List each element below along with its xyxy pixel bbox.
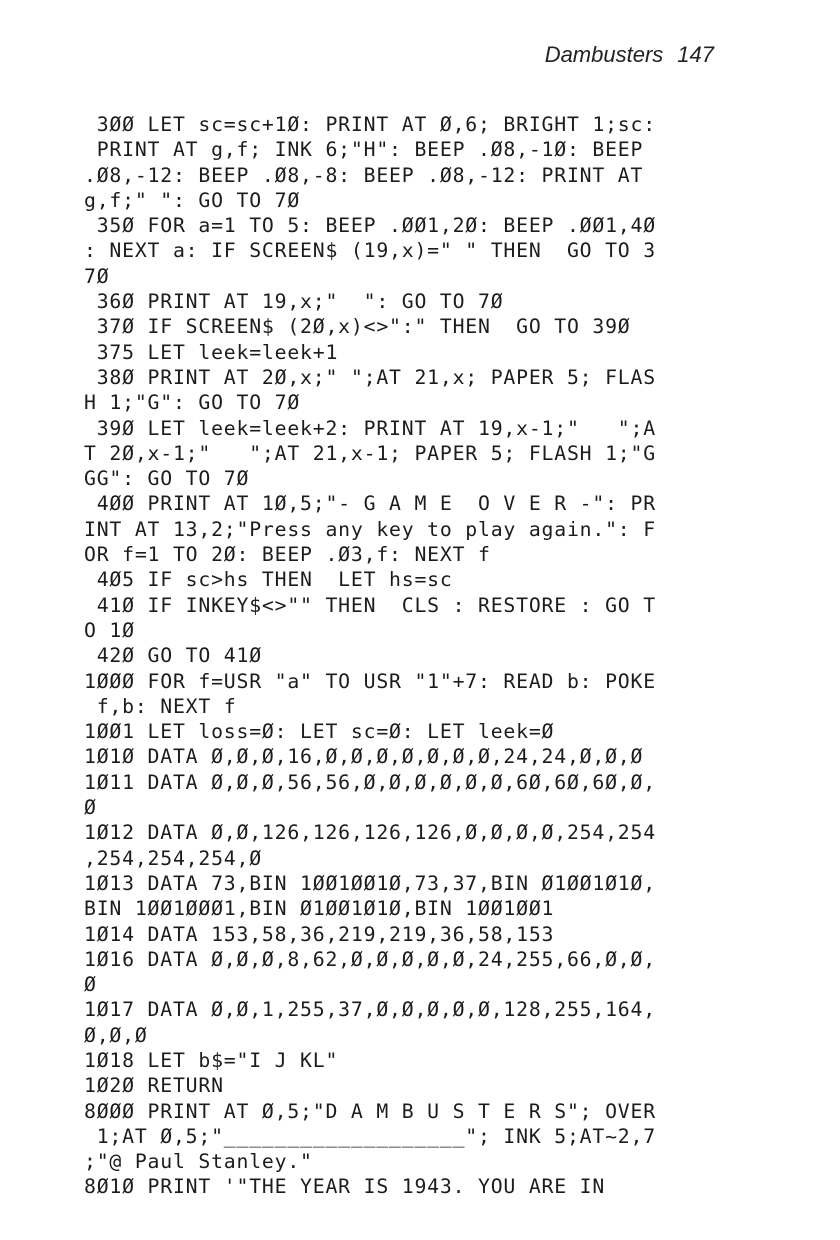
code-line: 1ØØØ FOR f=USR "a" TO USR "1"+7: READ b: POKE (84, 669, 656, 693)
code-line: Ø,Ø,Ø (84, 1023, 148, 1047)
code-line: : NEXT a: IF SCREEN$ (19,x)=" " THEN GO TO 3 (84, 239, 656, 263)
code-line: OR f=1 TO 2Ø: BEEP .Ø3,f: NEXT f (84, 543, 491, 567)
code-line: 41Ø IF INKEY$<>"" THEN CLS : RESTORE : GO T (84, 593, 656, 617)
code-line: 1Ø1Ø DATA Ø,Ø,Ø,16,Ø,Ø,Ø,Ø,Ø,Ø,Ø,24,24,Ø,Ø,Ø (84, 745, 644, 769)
book-section-title: Dambusters (544, 42, 664, 67)
code-line: 1;AT Ø,5;"___________________"; INK 5;AT~2,7 (84, 1124, 656, 1148)
code-line: 7Ø (84, 264, 110, 288)
code-line: 1Ø11 DATA Ø,Ø,Ø,56,56,Ø,Ø,Ø,Ø,Ø,Ø,6Ø,6Ø,6Ø,Ø, (84, 770, 656, 794)
code-line: 8ØØØ PRINT AT Ø,5;"D A M B U S T E R S"; OVER (84, 1099, 656, 1123)
code-line: 3ØØ LET sc=sc+1Ø: PRINT AT Ø,6; BRIGHT 1;sc: (84, 113, 656, 136)
code-line: 4Ø5 IF sc>hs THEN LET hs=sc (84, 568, 453, 592)
code-line: 37Ø IF SCREEN$ (2Ø,x)<>":" THEN GO TO 39Ø (84, 315, 631, 339)
code-line: 1Ø2Ø RETURN (84, 1074, 224, 1098)
code-line: GG": GO TO 7Ø (84, 467, 250, 491)
code-line: f,b: NEXT f (84, 694, 237, 718)
code-line: ;"@ Paul Stanley." (84, 1150, 313, 1174)
code-line: 4ØØ PRINT AT 1Ø,5;"- G A M E O V E R -": PR (84, 492, 656, 516)
code-line: g,f;" ": GO TO 7Ø (84, 188, 301, 212)
code-line: Ø (84, 973, 97, 997)
running-header (545, 42, 714, 68)
code-line: 8Ø1Ø PRINT '"THE YEAR IS 1943. YOU ARE IN (84, 1175, 606, 1199)
code-line: 1Ø16 DATA Ø,Ø,Ø,8,62,Ø,Ø,Ø,Ø,Ø,24,255,66,Ø,Ø, (84, 947, 656, 971)
code-line: PRINT AT g,f; INK 6;"H": BEEP .Ø8,-1Ø: BEEP (84, 138, 644, 162)
code-line: 36Ø PRINT AT 19,x;" ": GO TO 7Ø (84, 290, 504, 314)
code-line: Ø (84, 796, 97, 820)
code-line: 1Ø18 LET b$="I J KL" (84, 1048, 339, 1072)
code-line: 1Ø12 DATA Ø,Ø,126,126,126,126,Ø,Ø,Ø,Ø,254,254 (84, 821, 656, 845)
code-line: BIN 1ØØ1ØØØ1,BIN Ø1ØØ1Ø1Ø,BIN 1ØØ1ØØ1 (84, 897, 555, 921)
code-line: 1Ø13 DATA 73,BIN 1ØØ1ØØ1Ø,73,37,BIN Ø1ØØ1Ø1Ø, (84, 871, 656, 895)
code-line: 375 LET leek=leek+1 (84, 340, 339, 364)
code-line: 35Ø FOR a=1 TO 5: BEEP .ØØ1,2Ø: BEEP .ØØ1,4Ø (84, 214, 656, 238)
code-line: 39Ø LET leek=leek+2: PRINT AT 19,x-1;" ";A (84, 416, 656, 440)
code-line: ,254,254,254,Ø (84, 846, 262, 870)
code-line: 38Ø PRINT AT 2Ø,x;" ";AT 21,x; PAPER 5; FLAS (84, 365, 656, 389)
code-line: INT AT 13,2;"Press any key to play again.": F (84, 517, 656, 541)
code-line: H 1;"G": GO TO 7Ø (84, 391, 301, 415)
code-line: 1ØØ1 LET loss=Ø: LET sc=Ø: LET leek=Ø (84, 720, 555, 744)
code-line: 1Ø17 DATA Ø,Ø,1,255,37,Ø,Ø,Ø,Ø,Ø,128,255,164, (84, 998, 656, 1022)
code-line: O 1Ø (84, 618, 135, 642)
basic-program-listing (84, 112, 656, 1200)
page-number: 147 (677, 42, 714, 67)
code-line: .Ø8,-12: BEEP .Ø8,-8: BEEP .Ø8,-12: PRINT AT (84, 163, 644, 187)
code-line: 1Ø14 DATA 153,58,36,219,219,36,58,153 (84, 922, 555, 946)
code-line: 42Ø GO TO 41Ø (84, 644, 262, 668)
code-line: T 2Ø,x-1;" ";AT 21,x-1; PAPER 5; FLASH 1;"G (84, 441, 656, 465)
